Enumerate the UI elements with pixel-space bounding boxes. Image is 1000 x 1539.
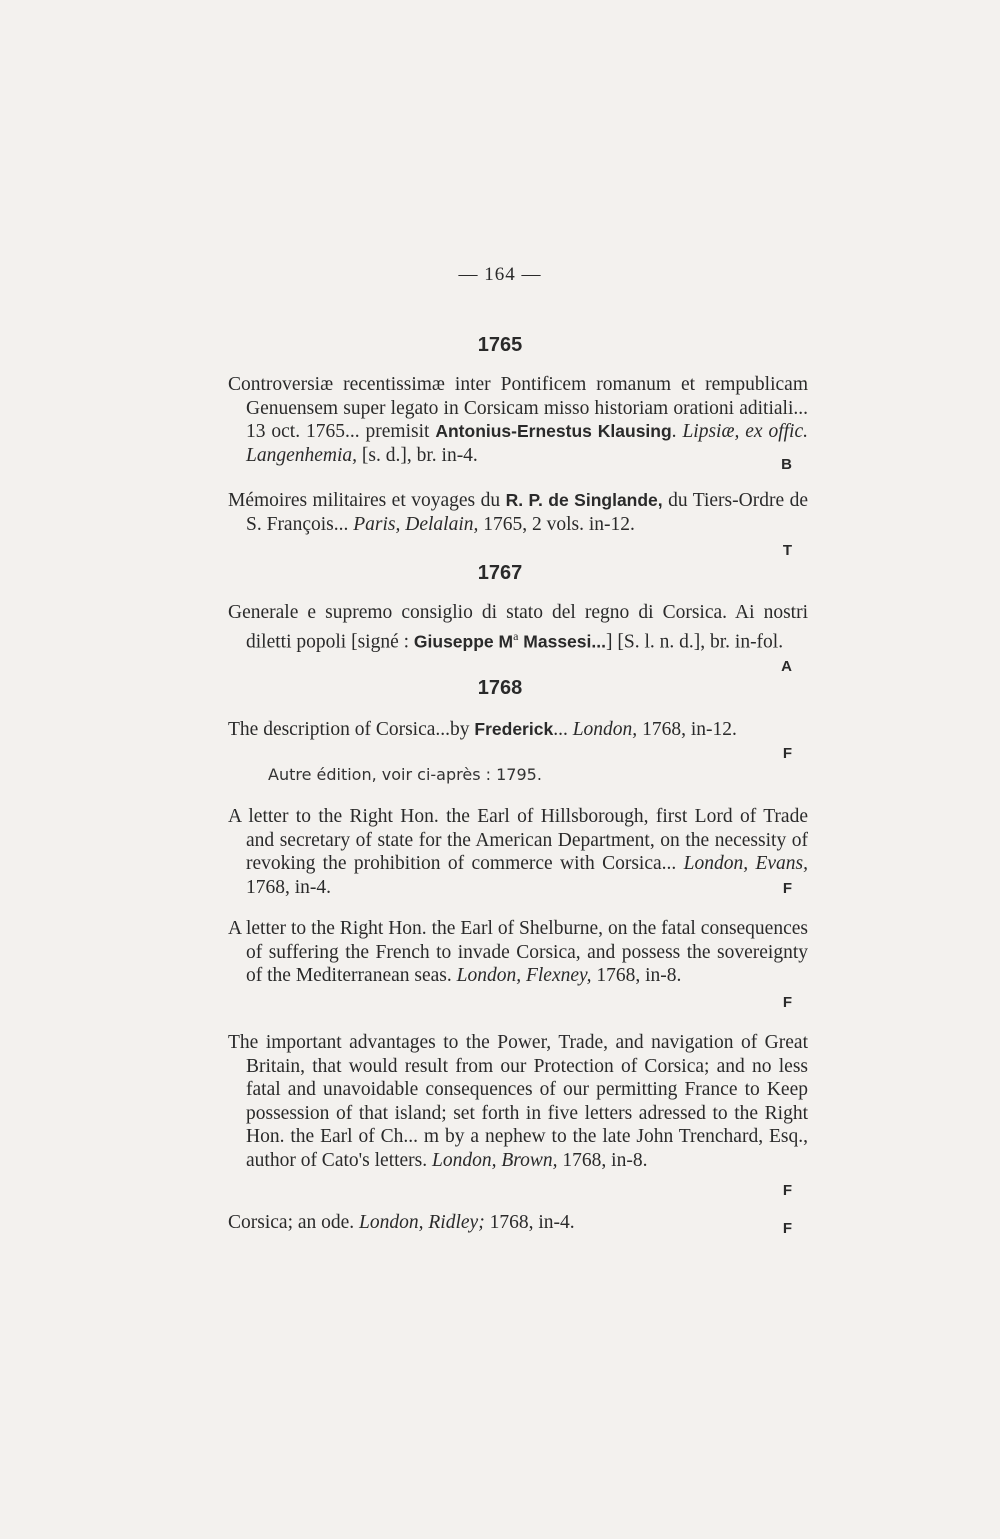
library-code: F	[782, 1182, 792, 1199]
entry-imprint: London, Flexney,	[456, 965, 592, 986]
year-heading-1767: 1767	[477, 562, 523, 584]
entry-text: 1768, in-12.	[637, 719, 737, 740]
library-code: B	[781, 456, 792, 473]
entry-text: Corsica; an ode.	[228, 1212, 360, 1233]
page-number: — 164 —	[458, 264, 542, 285]
library-code: F	[782, 1220, 792, 1237]
entry-imprint: London,	[572, 719, 638, 740]
library-code: A	[781, 658, 792, 675]
bibliography-entry-memoires	[228, 489, 808, 536]
entry-imprint: Paris, Delalain,	[353, 513, 479, 535]
library-code: F	[782, 880, 792, 897]
library-code: F	[782, 745, 792, 762]
bibliography-entry-letter-shelburne	[228, 917, 808, 988]
entry-text: 1768, in-4.	[484, 1212, 575, 1233]
entry-text: 1768, in-8.	[591, 965, 682, 986]
entry-text: .	[671, 421, 683, 442]
entry-text: Controversiæ recentissimæ inter Pontificem romanum et rempublicam Genuensem super legato in Corsicam misso historiam orationi aditiali... 13 oct. 1765... premisit	[228, 374, 808, 442]
year-heading-1768: 1768	[477, 677, 523, 699]
entry-author: Massesi...	[518, 631, 606, 651]
library-code: F	[782, 994, 792, 1011]
entry-author: Giuseppe M	[413, 631, 514, 651]
bibliography-entry-corsica-ode	[228, 1211, 808, 1235]
entry-text: [s. d.], br. in-4.	[357, 444, 478, 466]
entry-author: Frederick	[474, 719, 554, 739]
entry-text: A letter to the Right Hon. the Earl of Shelburne, on the fatal consequences of suffering the French to invade Corsica, and possess the sovereignty of the Mediterranean seas.	[228, 918, 808, 986]
entry-text: A letter to the Right Hon. the Earl of Hillsborough, first Lord of Trade and secretary of state for the American Department, on the necessity of revoking the prohibition of commerce with Corsica...	[228, 806, 808, 874]
entry-text: ] [S. l. n. d.], br. in-fol.	[605, 631, 784, 652]
entry-text: 1765, 2 vols. in-12.	[478, 513, 635, 535]
entry-text: 1768, in-4.	[246, 876, 332, 898]
entry-text: ...	[553, 719, 573, 740]
year-heading-1765: 1765	[477, 334, 523, 356]
entry-superscript: a	[513, 628, 519, 643]
entry-imprint: Lipsiæ, ex offic. Langenhemia,	[246, 421, 809, 466]
bibliography-entry-controversiae	[228, 373, 808, 467]
entry-text: Mémoires militaires et voyages du	[228, 490, 506, 511]
entry-text: du Tiers-Ordre de S. François...	[246, 490, 808, 535]
entry-text: Generale e supremo consiglio di stato del regno di Corsica. Ai nostri diletti popoli [signé :	[228, 602, 808, 652]
entry-text: The description of Corsica...by	[228, 719, 475, 740]
entry-imprint: London, Ridley;	[359, 1212, 485, 1233]
library-code: T	[782, 542, 792, 559]
bibliography-entry-description	[228, 718, 808, 742]
entry-imprint: London, Brown,	[432, 1149, 558, 1171]
entry-author: R. P. de Singlande,	[505, 490, 663, 510]
entry-text: 1768, in-8.	[557, 1149, 648, 1171]
entry-text: The important advantages to the Power, Trade, and navigation of Great Britain, that would result from our Protection of Corsica; and no less fatal and unavoidable consequences of our permitting France to Keep possession of that island; set forth in five letters adressed to the Right Hon. the Earl of Ch... m by a nephew to the late John Trenchard, Esq., author of Cato's letters.	[228, 1032, 808, 1171]
entry-note: Autre édition, voir ci-après : 1795.	[268, 765, 542, 784]
entry-imprint: London, Evans,	[683, 853, 809, 874]
entry-author: Antonius-Ernestus Klausing	[435, 421, 672, 441]
bibliography-entry-letter-hillsborough	[228, 805, 808, 899]
bibliography-entry-generale	[228, 601, 808, 654]
bibliography-entry-important-advantages	[228, 1031, 808, 1172]
